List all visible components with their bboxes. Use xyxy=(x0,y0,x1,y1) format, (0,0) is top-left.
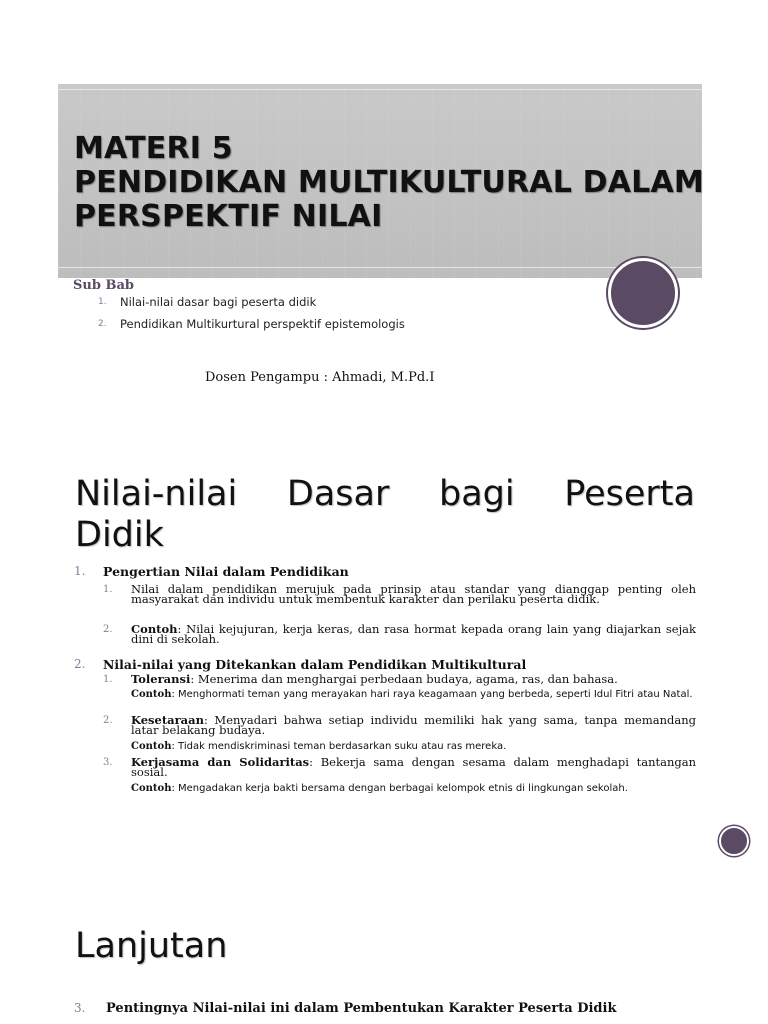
slide-title-heading xyxy=(74,132,704,234)
example-label: Contoh xyxy=(131,783,172,794)
subbab-item-text: Nilai-nilai dasar bagi peserta didik xyxy=(120,295,317,309)
sub-item-body: : Menerima dan menghargai perbedaan budaya, agama, ras, dan bahasa. xyxy=(190,672,618,686)
list-number: 2. xyxy=(98,319,107,329)
list-number: 3. xyxy=(74,1001,86,1015)
title-line: MATERI 5 xyxy=(74,131,233,166)
sub-item-text xyxy=(131,624,696,644)
title-line: PERSPEKTIF NILAI xyxy=(74,199,383,234)
slide-lanjutan xyxy=(0,870,768,1024)
list-number: 1. xyxy=(74,564,86,578)
sub-item-text: Nilai dalam pendidikan merujuk pada prinsip atau standar yang dianggap penting oleh masyarakat dan individu untuk membentuk karakter dan perilaku peserta didik. xyxy=(131,582,696,606)
heading-line-1 xyxy=(75,474,695,515)
slide-nilai-dasar xyxy=(0,444,768,870)
example-body: : Tidak mendiskriminasi teman berdasarkan suku atau ras mereka. xyxy=(171,741,507,752)
sub-item-label: Contoh xyxy=(131,622,178,636)
list-number: 2. xyxy=(103,624,113,635)
sub-item-text xyxy=(131,715,696,735)
list-number: 2. xyxy=(103,715,113,726)
list-number: 3. xyxy=(103,757,113,768)
list-heading: Pentingnya Nilai-nilai ini dalam Pembentukan Karakter Peserta Didik xyxy=(106,1001,617,1016)
example-text xyxy=(131,690,696,699)
list-heading: Pengertian Nilai dalam Pendidikan xyxy=(103,564,349,579)
sub-item-text xyxy=(131,757,696,777)
sub-item-label: Toleransi xyxy=(131,672,191,686)
sub-item-label: Kesetaraan xyxy=(131,713,204,727)
heading-word: Peserta xyxy=(564,474,695,514)
list-number: 1. xyxy=(103,674,113,685)
decorative-circle xyxy=(719,826,749,856)
subbab-item-text: Pendidikan Multikurtural perspektif epistemologis xyxy=(120,317,405,331)
sub-item-text xyxy=(131,674,696,684)
list-number: 1. xyxy=(103,584,113,595)
slide-title xyxy=(0,0,768,444)
example-body: : Menghormati teman yang merayakan hari raya keagamaan yang berbeda, seperti Idul Fitri atau Natal. xyxy=(171,689,693,700)
banner-bottom-rule xyxy=(58,267,702,268)
sub-item-body: : Bekerja sama dengan sesama dalam menghadapi tantangan sosial. xyxy=(131,755,696,779)
title-banner xyxy=(58,84,702,278)
sub-item-body: : Menyadari bahwa setiap individu memiliki hak yang sama, tanpa memandang latar belakang budaya. xyxy=(131,713,696,737)
list-number: 1. xyxy=(98,297,107,307)
lecturer-line: Dosen Pengampu : Ahmadi, M.Pd.I xyxy=(205,370,435,385)
sub-item-body: : Nilai kejujuran, kerja keras, dan rasa hormat kepada orang lain yang diajarkan sejak dini di sekolah. xyxy=(131,622,696,646)
heading-word: Nilai-nilai xyxy=(75,474,238,514)
heading-word: bagi xyxy=(439,474,515,514)
slide-heading: Lanjutan xyxy=(75,926,228,966)
subbab-label: Sub Bab xyxy=(73,278,134,293)
title-line: PENDIDIKAN MULTIKULTURAL DALAM xyxy=(74,165,704,200)
example-text xyxy=(131,784,696,793)
list-number: 2. xyxy=(74,657,86,671)
example-text xyxy=(131,742,696,751)
sub-item-label: Kerjasama dan Solidaritas xyxy=(131,755,310,769)
banner-top-rule xyxy=(58,89,702,90)
decorative-circle xyxy=(608,258,678,328)
heading-word: Dasar xyxy=(286,474,390,514)
heading-line-2: Didik xyxy=(75,515,164,555)
example-label: Contoh xyxy=(131,689,172,700)
slide-heading xyxy=(75,474,695,556)
list-heading: Nilai-nilai yang Ditekankan dalam Pendidikan Multikultural xyxy=(103,657,527,672)
example-body: : Mengadakan kerja bakti bersama dengan berbagai kelompok etnis di lingkungan sekolah. xyxy=(171,783,628,794)
example-label: Contoh xyxy=(131,741,172,752)
